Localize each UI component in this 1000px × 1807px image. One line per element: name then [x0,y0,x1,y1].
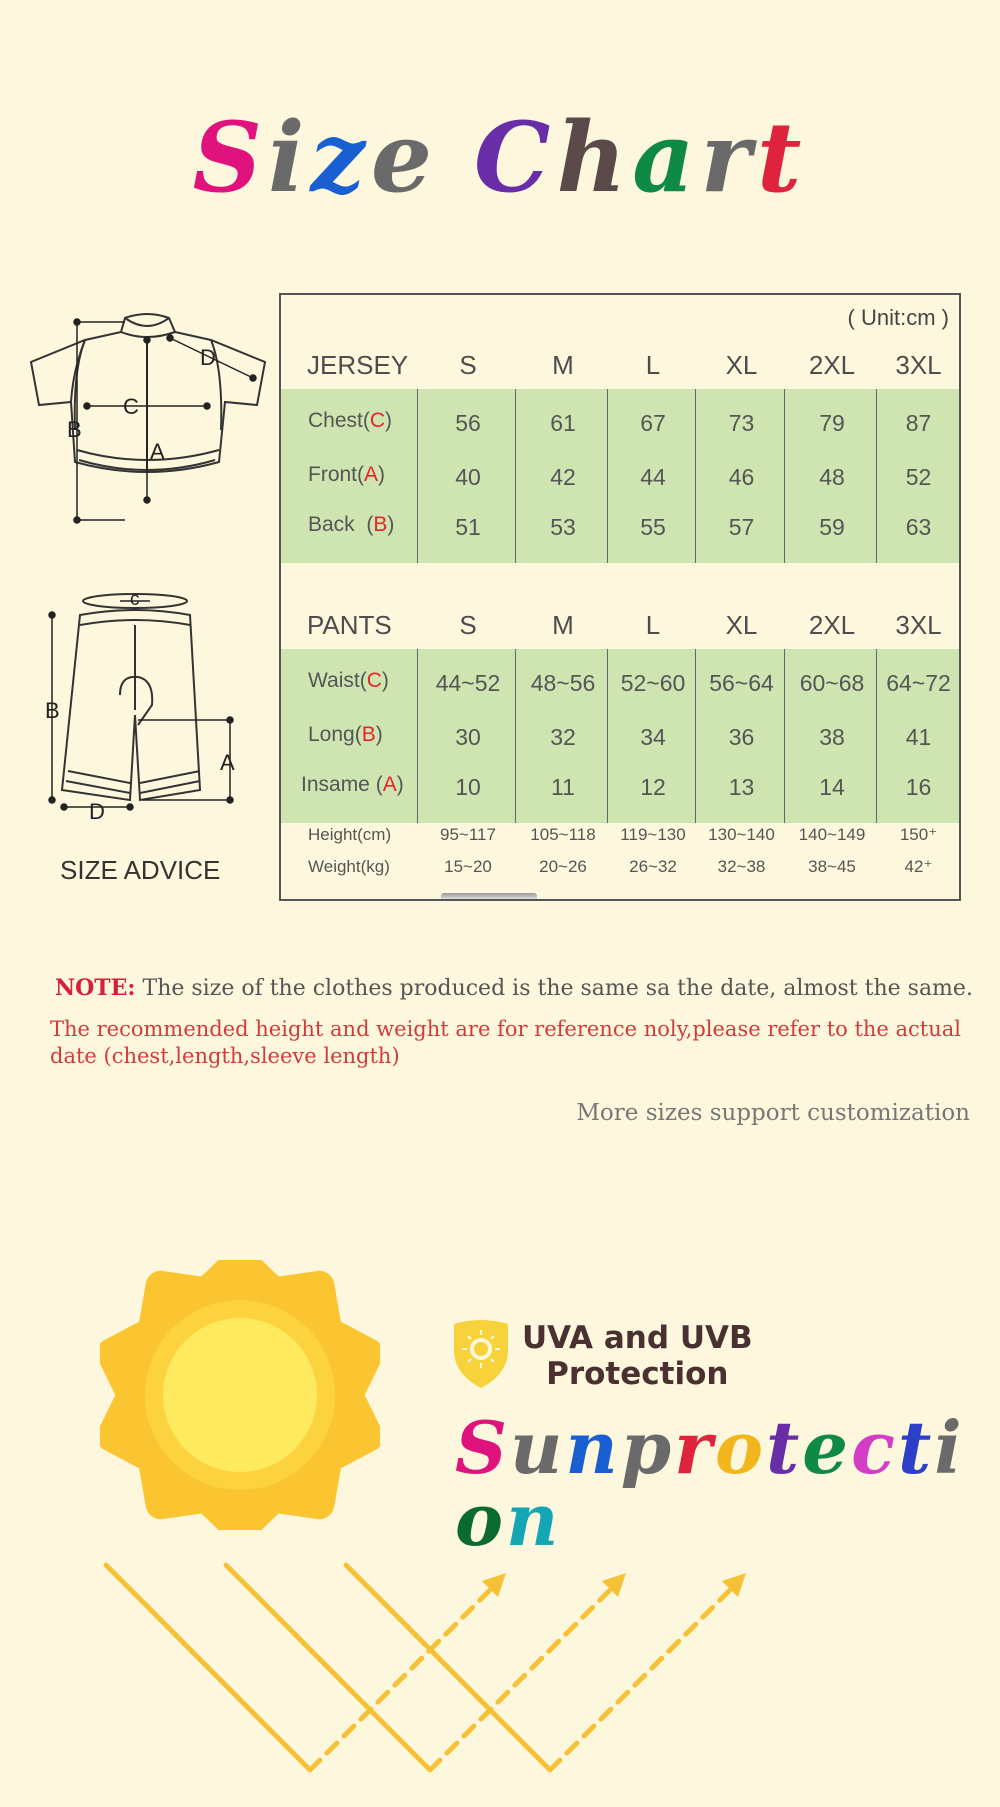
paren-open: ( [357,463,365,486]
title-letter: z [310,101,371,214]
advice-value-cell: 26~32 [629,857,677,876]
jersey-label-b: B [67,417,82,442]
jersey-value-cell: 61 [550,410,576,436]
note-label: NOTE: [55,975,136,1001]
paren-open: ( [366,513,374,536]
more-sizes-note: More sizes support customization [576,1100,970,1126]
uv-protection-text [522,1320,753,1392]
sunprotection-letter: n [506,1477,562,1562]
row-label-text: Waist [308,669,360,692]
title-letter: h [556,101,633,214]
pants-row-label [308,669,389,693]
sunprotection-letter: n [565,1405,621,1490]
jersey-value-cell: 52 [905,464,932,490]
advice-value-cell: 20~26 [539,857,587,876]
note-text: The size of the clothes produced is the same sa the date, almost the same. [135,976,973,1001]
uv-line2: Protection [546,1356,729,1392]
row-label-letter: C [369,409,386,432]
pants-size-header: XL [725,610,758,640]
pants-value-cell: 48~56 [530,670,596,696]
sunprotection-letter: u [510,1405,566,1490]
jersey-value-cell: 79 [819,410,845,436]
title-letter: r [700,101,758,214]
jersey-row-label [308,513,394,537]
pants-value-cell: 30 [455,724,481,750]
jersey-value-cell: 48 [819,464,845,490]
paren-close: ) [375,723,383,746]
pants-value-cell: 11 [551,774,575,800]
pants-label-a: A [220,750,235,775]
advice-value-cell: 42⁺ [904,857,933,876]
jersey-row-label [308,409,392,433]
sun-icon [100,1260,380,1530]
pants-label-d: D [89,799,105,824]
note-line [55,975,973,1001]
pants-value-cell: 34 [640,724,666,750]
pants-size-header: S [459,610,477,640]
advice-value-cell: 95~117 [440,825,496,844]
pants-value-cell: 60~68 [799,670,865,696]
row-label-text: Long [308,723,355,746]
jersey-value-cell: 44 [640,464,666,490]
jersey-header: JERSEY [307,350,409,380]
pants-value-cell: 10 [455,774,481,800]
advice-value-cell: 32~38 [717,857,766,876]
scroll-indicator [441,893,537,899]
row-label-letter: B [361,723,376,746]
pants-value-cell: 52~60 [620,670,686,696]
sunprotection-letter: p [620,1405,675,1490]
pants-size-header: M [552,610,574,640]
advice-value-cell: 15~20 [444,857,492,876]
column-divider [417,389,418,563]
jersey-value-cell: 46 [728,464,755,490]
pants-value-cell: 41 [905,724,932,750]
title-letter: C [474,101,557,214]
pants-row-label [308,723,383,747]
row-label-letter: A [382,773,397,796]
jersey-diagram [25,310,270,535]
sunprotection-letter: e [802,1405,852,1490]
size-table [279,293,961,901]
sunprotection-letter: i [934,1405,965,1490]
pants-size-header: 2XL [808,610,856,640]
advice-value-cell: 105~118 [530,825,596,844]
pants-value-cell: 14 [819,774,845,800]
jersey-size-header: 2XL [808,350,856,380]
jersey-size-header: 3XL [895,350,942,380]
jersey-value-cell: 55 [640,514,666,540]
jersey-value-cell: 59 [819,514,845,540]
paren-close: ) [387,513,395,536]
pants-row-label [301,773,404,797]
pants-value-cell: 38 [819,724,845,750]
pants-value-cell: 32 [550,724,576,750]
jersey-value-cell: 51 [455,514,481,540]
row-label-letter: C [366,669,382,692]
jersey-value-cell: 63 [905,514,932,540]
row-label-text: Front [308,463,358,486]
paren-open: ( [354,723,362,746]
sunprotection-letter: c [851,1405,898,1490]
sunprotection-letter: r [674,1405,715,1490]
uv-reflection-arrows [90,1555,770,1795]
paren-open: ( [375,773,383,796]
sunprotection-letter: t [897,1405,935,1490]
title-letter: a [632,101,701,214]
pants-value-cell: 12 [640,774,666,800]
pants-size-header: L [645,610,661,640]
pants-value-cell: 56~64 [709,670,774,696]
jersey-row-label [308,463,385,487]
title-letter: i [267,101,311,214]
jersey-value-cell: 67 [640,410,666,436]
unit-label: ( Unit:cm ) [847,305,949,330]
shield-sun-icon [450,1318,512,1390]
advice-value-cell: 130~140 [708,825,775,844]
advice-row-label: Weight(kg) [308,857,390,876]
jersey-size-header: L [645,350,661,380]
paren-close: ) [381,669,389,692]
advice-value-cell: 150⁺ [899,825,938,844]
jersey-value-cell: 57 [728,514,755,540]
title-letter: S [192,101,268,214]
jersey-value-cell: 73 [728,410,755,436]
paren-close: ) [396,773,404,796]
row-label-letter: B [373,513,388,536]
pants-value-cell: 13 [728,774,755,800]
sunprotection-letter: o [715,1405,767,1490]
jersey-size-header: S [459,350,477,380]
row-label-text: Insame [301,773,376,796]
advice-value-cell: 38~45 [808,857,856,876]
paren-open: ( [359,669,367,692]
sunprotection-letter: S [455,1405,510,1490]
pants-size-header: 3XL [895,610,942,640]
jersey-value-cell: 87 [905,410,932,436]
pants-label-b: B [45,698,60,723]
sunprotection-heading [455,1405,1000,1562]
pants-label-c: c [130,589,140,610]
paren-open: ( [362,409,370,432]
row-label-text: Chest [308,409,363,432]
pants-header: PANTS [307,610,392,640]
pants-value-cell: 16 [905,774,932,800]
jersey-size-header: M [552,350,574,380]
jersey-value-cell: 40 [455,464,481,490]
pants-diagram [40,585,250,820]
jersey-value-cell: 53 [550,514,576,540]
title-letter: e [370,101,439,214]
page-title [0,101,1000,214]
jersey-label-a: A [150,439,165,464]
row-label-text: Back [308,513,367,536]
advice-value-cell: 140~149 [798,825,866,844]
size-advice-label: SIZE ADVICE [60,855,221,885]
column-divider [417,649,418,823]
paren-close: ) [385,409,393,432]
pants-value-cell: 44~52 [435,670,501,696]
advice-row-label: Height(cm) [308,825,392,844]
jersey-value-cell: 42 [550,464,576,490]
advice-value-cell: 119~130 [620,825,686,844]
jersey-label-d: D [200,345,216,370]
jersey-label-c: C [123,394,139,419]
paren-close: ) [378,463,386,486]
jersey-value-cell: 56 [455,410,481,436]
pants-value-cell: 36 [728,724,755,750]
sunprotection-letter: o [455,1477,507,1562]
title-letter: t [757,101,808,214]
jersey-size-header: XL [725,350,758,380]
uv-line1: UVA and UVB [522,1320,753,1356]
row-label-letter: A [364,463,379,486]
pants-value-cell: 64~72 [886,670,951,696]
reference-note: The recommended height and weight are for reference noly,please refer to the actual date (chest,length,sleeve length) [50,1017,962,1068]
sunprotection-letter: t [766,1405,803,1490]
